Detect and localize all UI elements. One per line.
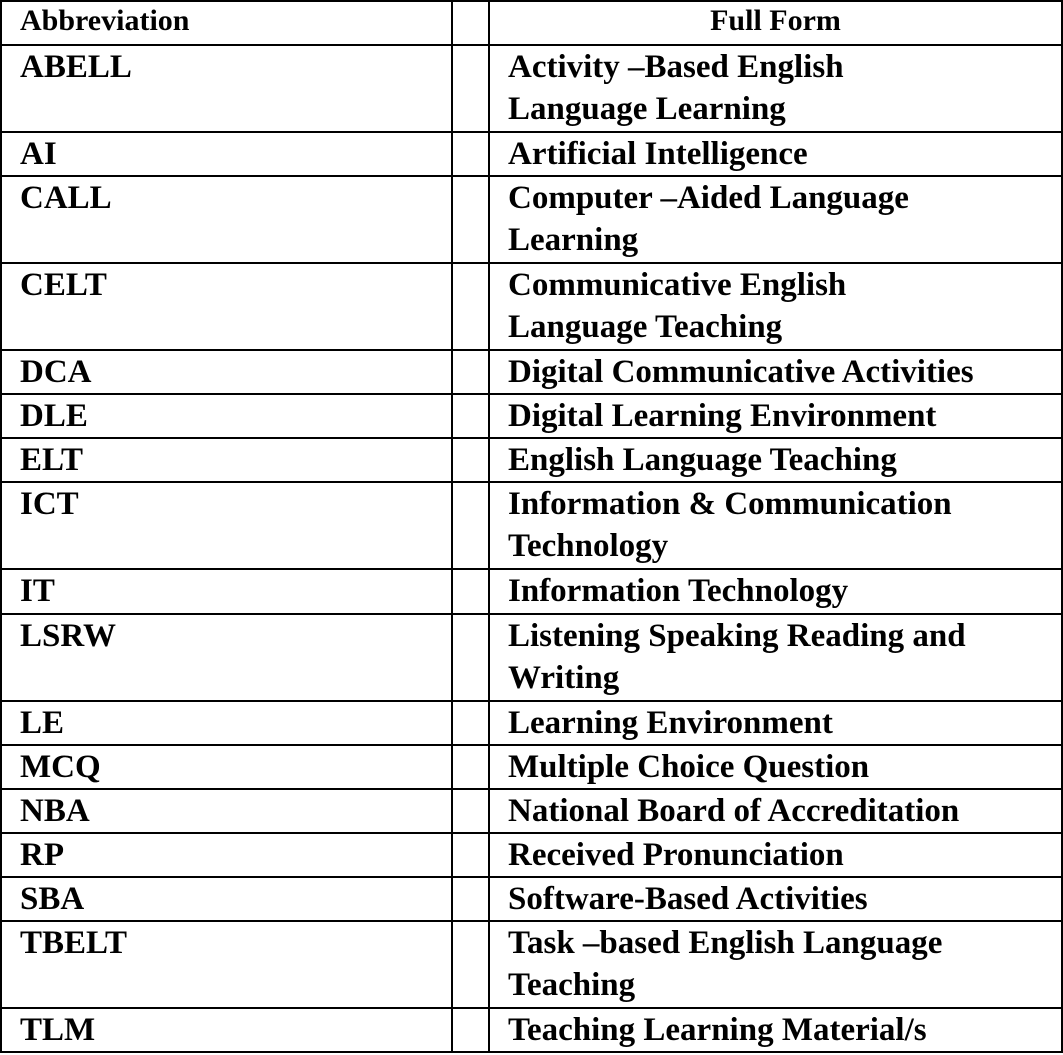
table-row (1, 438, 1062, 482)
spacer-cell (452, 701, 489, 745)
full-form-line-2: Language Teaching (508, 309, 783, 346)
full-form-cell (489, 745, 1062, 789)
full-form-line-1: Digital Learning Environment (508, 398, 937, 435)
spacer-cell (452, 789, 489, 833)
spacer-cell (452, 877, 489, 921)
full-form-line-2: Language Learning (508, 91, 786, 128)
table-row (1, 833, 1062, 877)
full-form-cell (489, 132, 1062, 176)
full-form-cell (489, 350, 1062, 394)
full-form-line-1: Listening Speaking Reading and (508, 617, 966, 654)
table-row (1, 614, 1062, 701)
abbreviation-cell: LE (1, 701, 452, 745)
abbreviation-cell: NBA (1, 789, 452, 833)
table-row (1, 176, 1062, 263)
table-row (1, 45, 1062, 132)
abbreviation-cell: TLM (1, 1008, 452, 1052)
full-form-line-1: National Board of Accreditation (508, 792, 960, 829)
full-form-line-1: Information & Communication (508, 486, 952, 523)
abbreviation-cell: TBELT (1, 921, 452, 1008)
full-form-line-2: Writing (508, 659, 620, 696)
abbreviation-cell: CELT (1, 263, 452, 350)
full-form-cell (489, 482, 1062, 569)
full-form-cell (489, 569, 1062, 613)
abbreviation-cell: DLE (1, 394, 452, 438)
table-body (1, 1, 1062, 1052)
abbreviation-cell: SBA (1, 877, 452, 921)
spacer-cell (452, 176, 489, 263)
table-row (1, 350, 1062, 394)
table-row (1, 394, 1062, 438)
full-form-line-1: Computer –Aided Language (508, 180, 909, 217)
full-form-line-1: Information Technology (508, 573, 849, 610)
full-form-line-1: English Language Teaching (508, 442, 897, 479)
abbreviation-cell: MCQ (1, 745, 452, 789)
full-form-cell (489, 877, 1062, 921)
full-form-line-1: Communicative English (508, 267, 847, 304)
full-form-cell (489, 921, 1062, 1008)
full-form-line-1: Learning Environment (508, 704, 833, 741)
full-form-line-1: Received Pronunciation (508, 836, 844, 873)
spacer-cell (452, 921, 489, 1008)
full-form-cell (489, 1008, 1062, 1052)
full-form-line-1: Software-Based Activities (508, 880, 868, 917)
table-row (1, 1008, 1062, 1052)
header-full-form: Full Form (489, 1, 1062, 45)
abbreviation-cell: LSRW (1, 614, 452, 701)
abbreviation-cell: CALL (1, 176, 452, 263)
abbreviation-cell: ABELL (1, 45, 452, 132)
full-form-cell (489, 833, 1062, 877)
full-form-cell (489, 438, 1062, 482)
abbreviation-cell: RP (1, 833, 452, 877)
abbreviation-cell: ICT (1, 482, 452, 569)
spacer-cell (452, 45, 489, 132)
table-row (1, 569, 1062, 613)
spacer-cell (452, 614, 489, 701)
full-form-line-1: Teaching Learning Material/s (508, 1011, 927, 1048)
spacer-cell (452, 1, 489, 45)
abbreviation-cell: ELT (1, 438, 452, 482)
header-abbreviation: Abbreviation (1, 1, 452, 45)
full-form-line-1: Digital Communicative Activities (508, 354, 974, 391)
full-form-cell (489, 263, 1062, 350)
full-form-line-2: Teaching (508, 966, 636, 1003)
table-row (1, 701, 1062, 745)
table-row (1, 789, 1062, 833)
spacer-cell (452, 132, 489, 176)
full-form-cell (489, 789, 1062, 833)
spacer-cell (452, 263, 489, 350)
spacer-cell (452, 394, 489, 438)
full-form-line-2: Technology (508, 528, 669, 565)
full-form-cell (489, 176, 1062, 263)
spacer-cell (452, 1008, 489, 1052)
full-form-cell (489, 45, 1062, 132)
abbreviation-cell: DCA (1, 350, 452, 394)
spacer-cell (452, 482, 489, 569)
spacer-cell (452, 569, 489, 613)
spacer-cell (452, 438, 489, 482)
table-row (1, 482, 1062, 569)
table-row (1, 745, 1062, 789)
spacer-cell (452, 745, 489, 789)
full-form-line-1: Multiple Choice Question (508, 748, 870, 785)
table-row (1, 877, 1062, 921)
full-form-line-2: Learning (508, 222, 639, 259)
table-row (1, 921, 1062, 1008)
full-form-line-1: Activity –Based English (508, 49, 844, 86)
header-row (1, 1, 1062, 45)
table-row (1, 132, 1062, 176)
abbreviation-cell: IT (1, 569, 452, 613)
spacer-cell (452, 350, 489, 394)
full-form-cell (489, 614, 1062, 701)
full-form-line-1: Task –based English Language (508, 924, 943, 961)
full-form-cell (489, 394, 1062, 438)
full-form-line-1: Artificial Intelligence (508, 136, 808, 173)
abbreviation-cell: AI (1, 132, 452, 176)
spacer-cell (452, 833, 489, 877)
full-form-cell (489, 701, 1062, 745)
table-row (1, 263, 1062, 350)
